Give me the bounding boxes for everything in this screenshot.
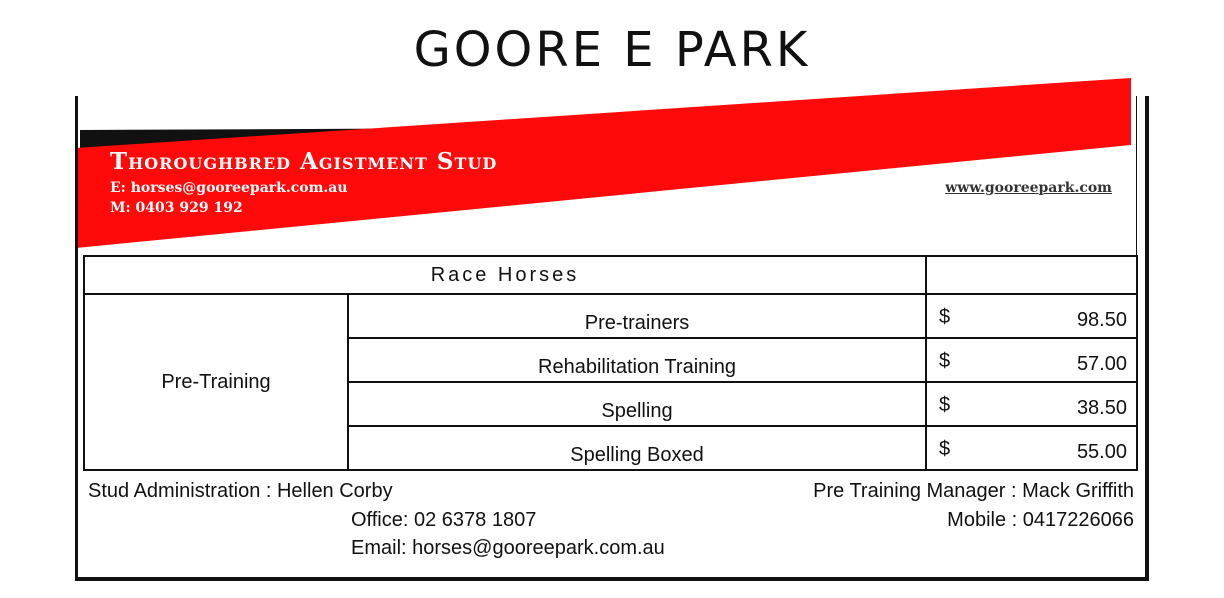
frame-right-border	[1145, 96, 1149, 580]
item-cell: Spelling Boxed	[348, 426, 926, 470]
banner-email[interactable]: E: horses@gooreepark.com.au	[110, 180, 348, 196]
price-cell	[926, 426, 1137, 470]
table-heading: Race Horses	[84, 256, 926, 294]
page-title: GOORE E PARK	[413, 22, 811, 78]
frame-inner-border	[1136, 96, 1137, 256]
currency-symbol: $	[939, 438, 951, 460]
item-cell: Spelling	[348, 382, 926, 426]
price-amount: 55.00	[1076, 441, 1127, 463]
currency-symbol: $	[939, 394, 951, 416]
office-phone: Office: 02 6378 1807	[351, 509, 537, 531]
table-row	[84, 294, 1137, 338]
price-amount: 57.00	[1076, 353, 1127, 375]
website-link[interactable]: www.gooreepark.com	[945, 180, 1112, 196]
item-cell: Pre-trainers	[348, 294, 926, 338]
banner-mobile: M: 0403 929 192	[110, 200, 243, 216]
currency-symbol: $	[939, 350, 951, 372]
price-cell	[926, 382, 1137, 426]
price-amount: 38.50	[1076, 397, 1127, 419]
manager-mobile: Mobile : 0417226066	[947, 509, 1134, 531]
banner-graphic	[0, 0, 1224, 260]
stud-admin-contact: Stud Administration : Hellen Corby	[88, 480, 393, 502]
price-cell	[926, 338, 1137, 382]
letterhead-banner	[0, 0, 1224, 260]
table-header-row	[84, 256, 1137, 294]
currency-symbol: $	[939, 306, 951, 328]
table-heading-empty-cell	[926, 256, 1137, 294]
frame-left-border	[75, 96, 78, 580]
stud-name: Thoroughbred Agistment Stud	[110, 148, 498, 175]
frame-bottom-border	[75, 577, 1149, 581]
rates-table	[83, 255, 1138, 471]
item-cell: Rehabilitation Training	[348, 338, 926, 382]
pre-training-manager: Pre Training Manager : Mack Griffith	[813, 480, 1134, 502]
price-cell	[926, 294, 1137, 338]
footer-email[interactable]: Email: horses@gooreepark.com.au	[351, 537, 665, 559]
price-amount: 98.50	[1076, 309, 1127, 331]
category-cell: Pre-Training	[84, 294, 348, 470]
